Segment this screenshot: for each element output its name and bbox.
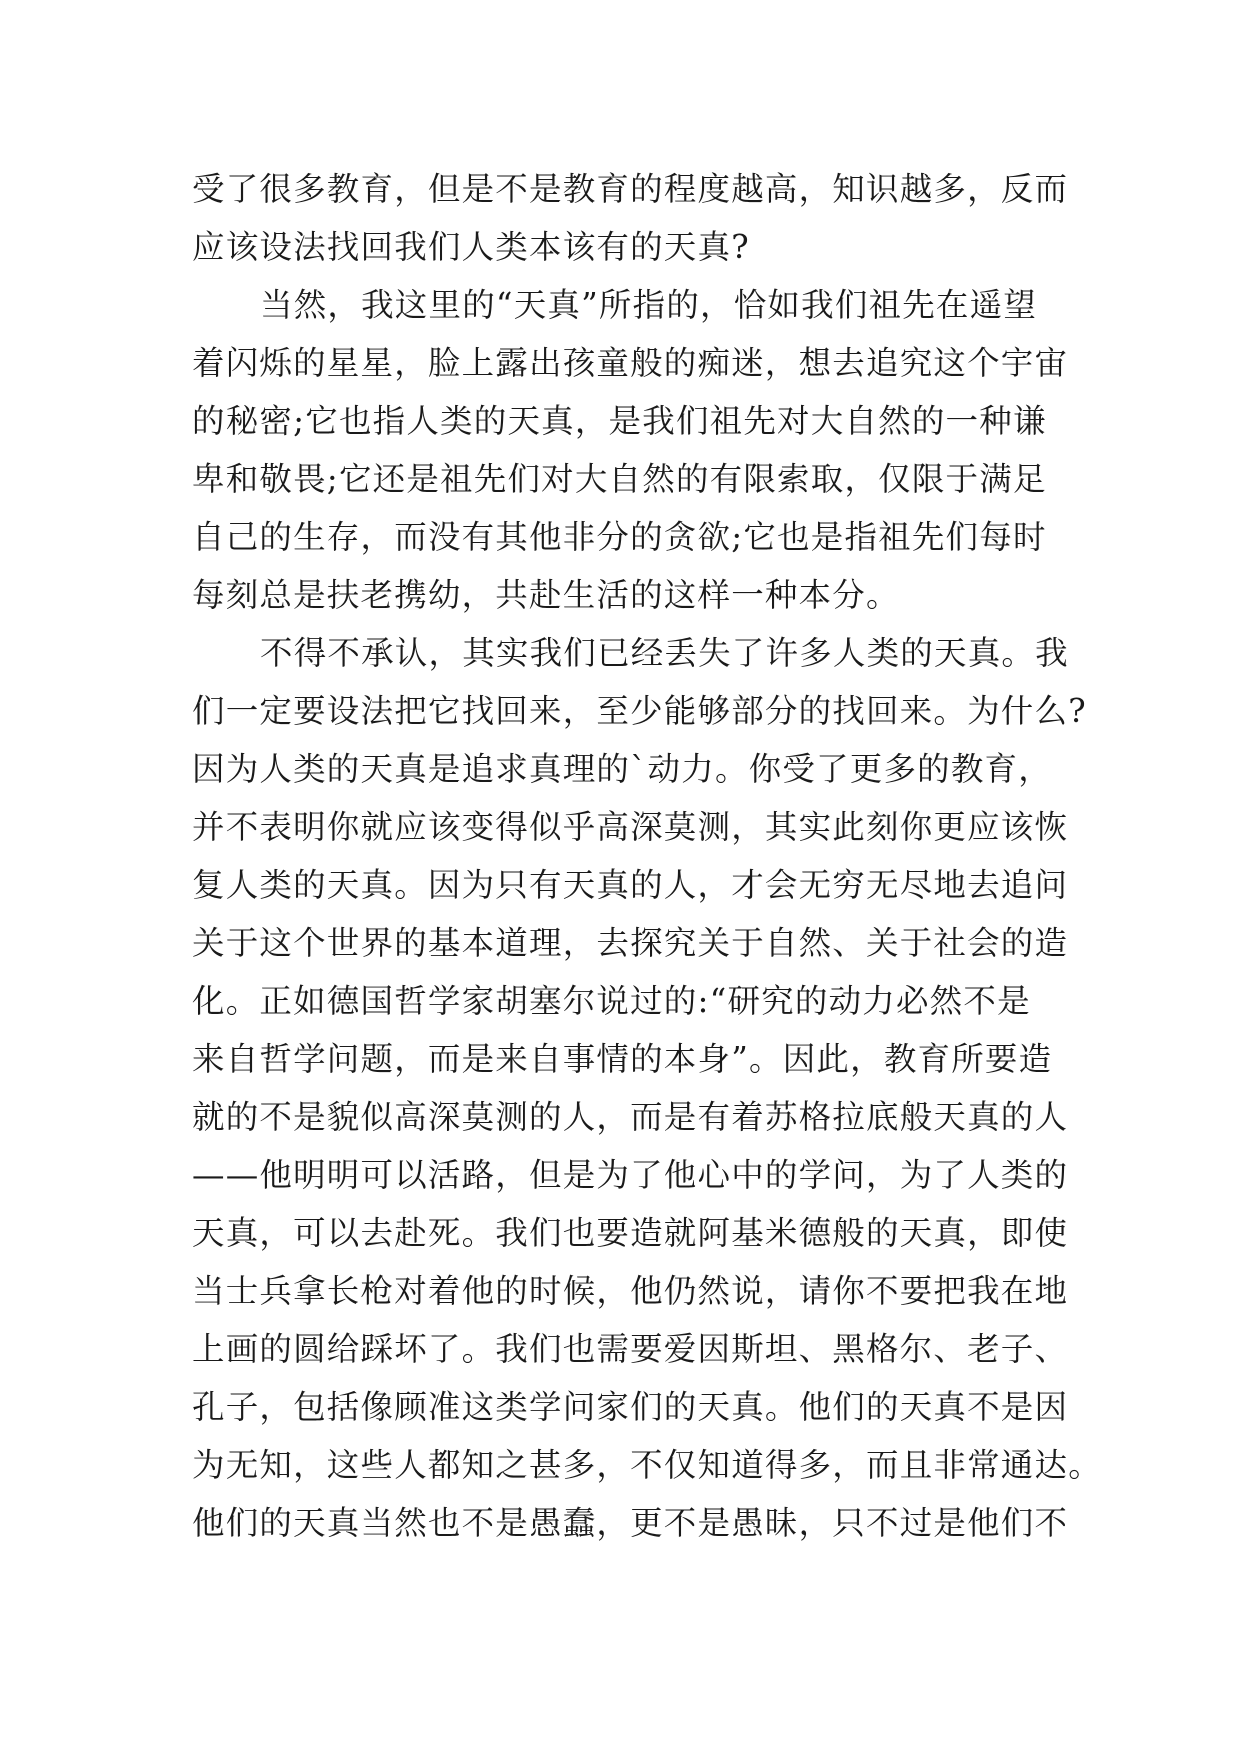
text-line: 应该设法找回我们人类本该有的天真? — [192, 228, 750, 266]
text-line: 们一定要设法把它找回来，至少能够部分的找回来。为什么? — [192, 692, 1087, 730]
text-line: 每刻总是扶老携幼，共赴生活的这样一种本分。 — [192, 576, 900, 614]
text-line: 来自哲学问题，而是来自事情的本身”。因此，教育所要造 — [192, 1040, 1053, 1078]
text-line: 上画的圆给踩坏了。我们也需要爱因斯坦、黑格尔、老子、 — [192, 1330, 1069, 1368]
text-line: 孔子，包括像顾准这类学问家们的天真。他们的天真不是因 — [192, 1388, 1069, 1426]
text-line: 受了很多教育，但是不是教育的程度越高，知识越多，反而 — [192, 170, 1069, 208]
paragraph-start-line: 不得不承认，其实我们已经丢失了许多人类的天真。我 — [260, 634, 1069, 672]
text-line: ——他明明可以活路，但是为了他心中的学问，为了人类的 — [192, 1156, 1069, 1194]
paragraph-start-line: 当然，我这里的“天真”所指的，恰如我们祖先在遥望 — [260, 286, 1038, 324]
text-line: 复人类的天真。因为只有天真的人，才会无穷无尽地去追问 — [192, 866, 1069, 904]
text-line: 因为人类的天真是追求真理的`动力。你受了更多的教育， — [192, 750, 1052, 788]
text-line: 卑和敬畏;它还是祖先们对大自然的有限索取，仅限于满足 — [192, 460, 1047, 498]
body-text — [192, 160, 1102, 1552]
text-line: 为无知，这些人都知之甚多，不仅知道得多，而且非常通达。 — [192, 1446, 1102, 1484]
text-line: 天真，可以去赴死。我们也要造就阿基米德般的天真，即使 — [192, 1214, 1069, 1252]
text-line: 就的不是貌似高深莫测的人，而是有着苏格拉底般天真的人 — [192, 1098, 1069, 1136]
text-line: 关于这个世界的基本道理，去探究关于自然、关于社会的造 — [192, 924, 1069, 962]
text-line: 着闪烁的星星，脸上露出孩童般的痴迷，想去追究这个宇宙 — [192, 344, 1069, 382]
text-line: 并不表明你就应该变得似乎高深莫测，其实此刻你更应该恢 — [192, 808, 1069, 846]
text-line: 的秘密;它也指人类的天真，是我们祖先对大自然的一种谦 — [192, 402, 1047, 440]
text-line: 化。正如德国哲学家胡塞尔说过的:“研究的动力必然不是 — [192, 982, 1031, 1020]
text-line: 他们的天真当然也不是愚蠢，更不是愚昧，只不过是他们不 — [192, 1504, 1069, 1542]
text-line: 自己的生存，而没有其他非分的贪欲;它也是指祖先们每时 — [192, 518, 1047, 556]
text-line: 当士兵拿长枪对着他的时候，他仍然说，请你不要把我在地 — [192, 1272, 1069, 1310]
